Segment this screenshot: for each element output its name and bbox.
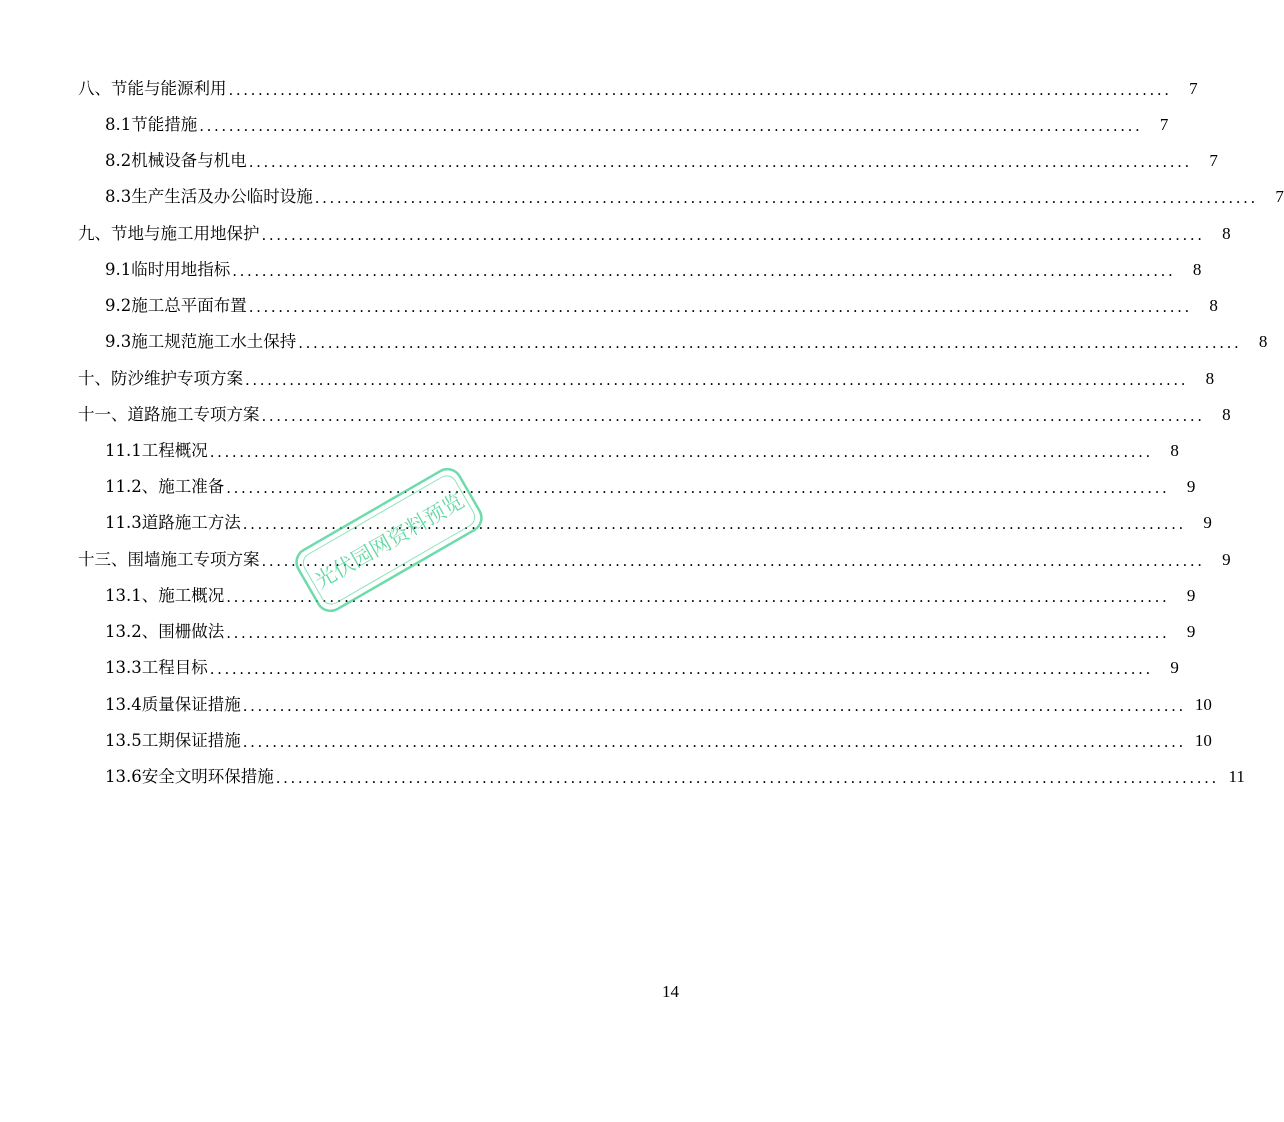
toc-entry-10[interactable] [78, 366, 1215, 392]
toc-leader-dots: ................................................................................................................................ [226, 479, 1170, 497]
toc-entry-label: 九、节地与施工用地保护 [78, 224, 260, 243]
toc-entry-page: 8 [1192, 260, 1202, 279]
toc-entry-page: 7 [1159, 115, 1169, 134]
toc-entry-label: 13.2、围栅做法 [105, 622, 225, 641]
toc-entry-label: 9.1临时用地指标 [105, 260, 231, 279]
toc-entry-9[interactable] [78, 221, 1231, 247]
toc-leader-dots: ................................................................................................................................ [261, 226, 1205, 244]
toc-leader-dots: ................................................................................................................................ [199, 117, 1143, 135]
toc-entry-label: 9.3施工规范施工水土保持 [105, 332, 297, 351]
toc-entry-page: 8 [1222, 224, 1231, 243]
toc-entry-13-6[interactable] [105, 764, 1245, 790]
toc-entry-11-2[interactable] [105, 474, 1196, 500]
toc-leader-dots: ................................................................................................................................ [248, 298, 1192, 316]
toc-leader-dots: ................................................................................................................................ [245, 371, 1189, 389]
toc-entry-label: 13.4质量保证措施 [105, 695, 241, 714]
toc-entry-page: 9 [1186, 622, 1196, 641]
watermark-text: 光伏园网资料预览 [310, 488, 469, 594]
toc-entry-label: 11.1工程概况 [105, 441, 208, 460]
toc-entry-11-1[interactable] [105, 438, 1179, 464]
toc-entry-label: 十、防沙维护专项方案 [78, 369, 243, 388]
toc-entry-13[interactable] [78, 547, 1231, 573]
toc-leader-dots: ................................................................................................................................ [298, 334, 1242, 352]
toc-entry-13-4[interactable] [105, 692, 1212, 718]
toc-leader-dots: ................................................................................................................................ [242, 733, 1186, 751]
toc-leader-dots: ................................................................................................................................ [226, 588, 1170, 606]
toc-entry-label: 十三、围墙施工专项方案 [78, 550, 260, 569]
toc-entry-9-1[interactable] [105, 257, 1202, 283]
toc-entry-label: 11.2、施工准备 [105, 477, 225, 496]
toc-entry-11-3[interactable] [105, 510, 1212, 536]
toc-entry-label: 11.3道路施工方法 [105, 513, 241, 532]
toc-entry-label: 十一、道路施工专项方案 [78, 405, 260, 424]
toc-entry-label: 13.6安全文明环保措施 [105, 767, 274, 786]
toc-leader-dots: ................................................................................................................................ [261, 407, 1205, 425]
toc-entry-8-2[interactable] [105, 148, 1218, 174]
toc-entry-11[interactable] [78, 402, 1231, 428]
toc-leader-dots: ................................................................................................................................ [228, 81, 1172, 99]
toc-entry-label: 9.2施工总平面布置 [105, 296, 247, 315]
toc-entry-8-1[interactable] [105, 112, 1169, 138]
toc-entry-9-3[interactable] [105, 329, 1268, 355]
toc-entry-label: 8.3生产生活及办公临时设施 [105, 187, 313, 206]
toc-leader-dots: ................................................................................................................................ [242, 697, 1186, 715]
toc-entry-page: 7 [1189, 79, 1198, 98]
toc-entry-page: 8 [1258, 332, 1268, 351]
toc-entry-13-5[interactable] [105, 728, 1212, 754]
toc-leader-dots: ................................................................................................................................ [248, 153, 1192, 171]
toc-leader-dots: ................................................................................................................................ [261, 552, 1205, 570]
toc-entry-label: 13.5工期保证措施 [105, 731, 241, 750]
toc-entry-label: 8.1节能措施 [105, 115, 198, 134]
toc-entry-page: 8 [1209, 296, 1218, 315]
toc-entry-label: 8.2机械设备与机电 [105, 151, 247, 170]
page-number: 14 [662, 982, 679, 1001]
toc-entry-page: 10 [1194, 695, 1212, 714]
toc-entry-13-2[interactable] [105, 619, 1196, 645]
toc-entry-page: 9 [1170, 658, 1179, 677]
toc-leader-dots: ................................................................................................................................ [232, 262, 1176, 280]
toc-entry-13-3[interactable] [105, 655, 1179, 681]
toc-leader-dots: ................................................................................................................................ [209, 443, 1153, 461]
toc-entry-page: 10 [1194, 731, 1212, 750]
toc-entry-page: 9 [1203, 513, 1212, 532]
toc-entry-9-2[interactable] [105, 293, 1218, 319]
toc-entry-label: 13.3工程目标 [105, 658, 208, 677]
toc-entry-page: 7 [1209, 151, 1218, 170]
toc-leader-dots: ................................................................................................................................ [226, 624, 1170, 642]
toc-leader-dots: ................................................................................................................................ [209, 660, 1153, 678]
toc-entry-page: 9 [1186, 477, 1196, 496]
toc-entry-page: 11 [1228, 767, 1245, 786]
toc-entry-page: 9 [1222, 550, 1231, 569]
toc-leader-dots: ................................................................................................................................ [242, 515, 1186, 533]
toc-entry-page: 8 [1170, 441, 1179, 460]
toc-entry-page: 7 [1275, 187, 1284, 206]
toc-entry-label: 13.1、施工概况 [105, 586, 225, 605]
toc-entry-page: 8 [1205, 369, 1215, 388]
toc-entry-8-3[interactable] [105, 184, 1284, 210]
toc-entry-page: 9 [1186, 586, 1196, 605]
toc-entry-8[interactable] [78, 76, 1198, 102]
toc-entry-label: 八、节能与能源利用 [78, 79, 227, 98]
toc-entry-page: 8 [1222, 405, 1231, 424]
toc-entry-13-1[interactable] [105, 583, 1196, 609]
toc-leader-dots: ................................................................................................................................ [314, 189, 1258, 207]
toc-leader-dots: ................................................................................................................................ [275, 769, 1219, 787]
